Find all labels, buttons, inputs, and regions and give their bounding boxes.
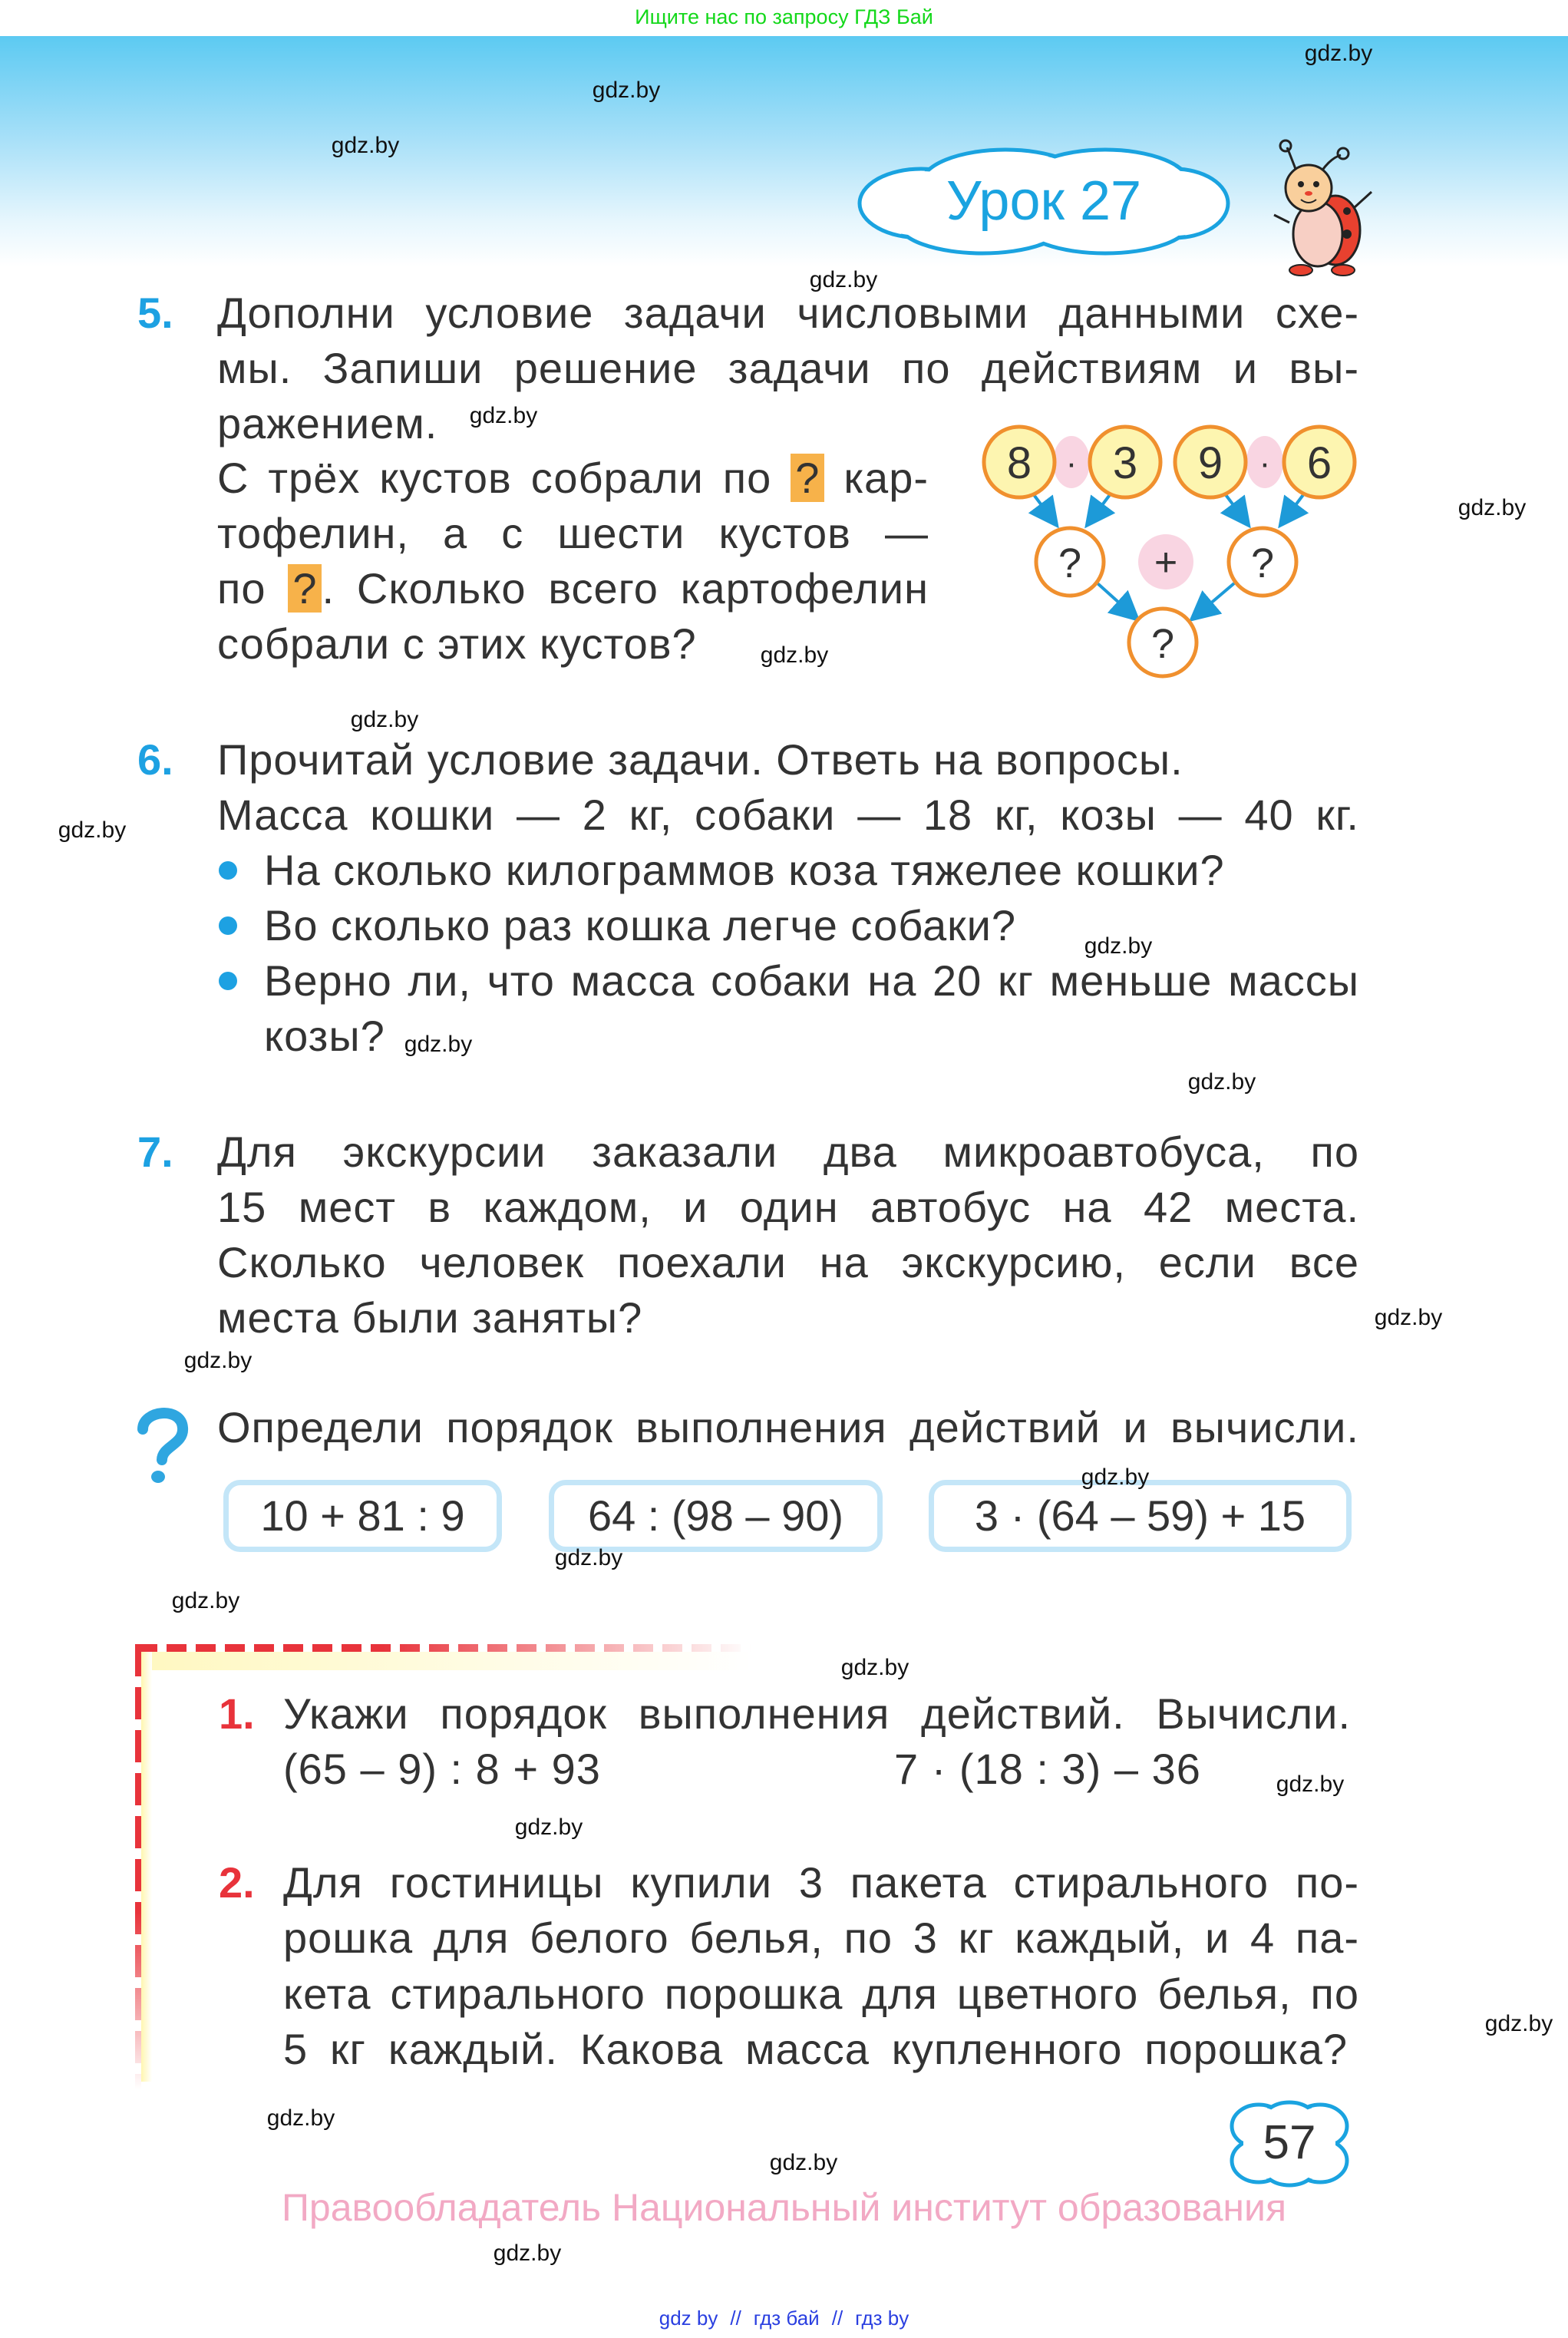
multiply-sign: · [1259,444,1271,482]
question-item-continued: козы? [264,1012,385,1060]
watermark: gdz.by [404,1032,473,1057]
check-task-2-line: кета стирального порошка для цветного белья, по [283,1970,1359,2018]
unknown-mark: ? [1058,540,1082,586]
arrow [1224,493,1247,523]
arrow [1193,583,1234,618]
check-task-2-line: рошка для белого белья, по 3 кг каждый, и 4 па- [283,1914,1359,1962]
watermark: gdz.by [592,78,661,103]
watermark: gdz.by [1304,41,1373,66]
watermark: gdz.by [769,2150,838,2175]
footer-link[interactable]: gdz by [659,2307,718,2330]
task-7-number: 7. [137,1128,173,1176]
text: С трёх кустов собрали по [217,454,791,502]
watermark: gdz.by [1187,1069,1256,1095]
bonus-instruction: Определи порядок выполнения действий и вычисли. [217,1403,1359,1451]
check-task-2-line: 5 кг каждый. Какова масса купленного порошка? [283,2025,1348,2073]
watermark: gdz.by [809,267,878,292]
lesson-title: Урок 27 [946,170,1142,232]
check-task-2-number: 2. [219,1858,255,1907]
task-5-line: мы. Запиши решение задачи по действиям и вы- [217,344,1359,392]
task-5-line: собрали с этих кустов? [217,619,697,668]
arrow [1098,583,1136,618]
check-expression: (65 – 9) : 8 + 93 [283,1745,601,1793]
question-item: Во сколько раз кошка легче собаки? [264,901,1017,949]
watermark: gdz.by [493,2241,562,2266]
watermark: gdz.by [1276,1772,1345,1797]
separator: // [730,2307,741,2330]
unknown-mark: ? [1150,621,1175,667]
scheme-value: 8 [1006,438,1032,488]
unknown-value-box: ? [791,454,824,502]
watermark: gdz.by [266,2105,335,2131]
watermark: gdz.by [554,1545,623,1570]
question-mark-icon [135,1406,189,1484]
question-item: Верно ли, что масса собаки на 20 кг меньше массы [264,956,1359,1005]
arrow [1088,493,1111,523]
arrow [1032,493,1055,523]
watermark: gdz.by [1084,933,1153,959]
watermark: gdz.by [514,1815,583,1840]
task-5-number: 5. [137,289,173,337]
task-5-line: тофелин, а с шести кустов — [217,509,929,557]
task-6-line: Масса кошки — 2 кг, собаки — 18 кг, козы — 40 кг. [217,791,1359,839]
frame-glow [137,1652,751,1670]
copyright-notice: Правообладатель Национальный институт образования [281,2186,1287,2229]
footer-link[interactable]: гдз бай [753,2307,820,2330]
scheme-value: 6 [1306,438,1332,488]
task-6-line: Прочитай условие задачи. Ответь на вопросы. [217,735,1183,784]
expression-box: 64 : (98 – 90) [549,1480,883,1552]
question-item: На сколько килограммов коза тяжелее кошки? [264,846,1225,894]
task-5-line: ражением. [217,399,438,447]
watermark: gdz.by [1484,2011,1553,2036]
expression-box: 10 + 81 : 9 [223,1480,502,1552]
text: по [217,564,289,613]
task-7-line: Для экскурсии заказали два микроавтобуса, по [217,1128,1359,1176]
arrow [1282,493,1305,523]
bullet-icon [219,861,237,880]
dashed-frame-top [137,1644,751,1652]
task-7-line: Сколько человек поехали на экскурсию, если все [217,1238,1359,1286]
watermark: gdz.by [1457,495,1527,520]
watermark: gdz.by [331,133,400,158]
check-task-2-line: Для гостиницы купили 3 пакета стирального по- [283,1858,1359,1907]
check-task-1-number: 1. [219,1689,255,1738]
watermark: gdz.by [469,403,538,428]
page-number: 57 [1263,2116,1316,2169]
scheme-value: 3 [1112,438,1138,488]
multiply-sign: · [1065,444,1078,482]
frame-glow [141,1652,152,2082]
footer-link[interactable]: гдз by [855,2307,909,2330]
watermark: gdz.by [840,1655,909,1680]
task-7-line: 15 мест в каждом, и один автобус на 42 места. [217,1183,1359,1231]
separator: // [831,2307,843,2330]
watermark: gdz.by [350,707,419,732]
watermark: gdz.by [171,1588,240,1613]
unknown-value-box: ? [288,564,322,613]
unknown-mark: ? [1250,540,1275,586]
watermark: gdz.by [760,642,829,668]
expression-box: 3 · (64 – 59) + 15 [929,1480,1352,1552]
task-5-line: Дополни условие задачи числовыми данными схе- [217,289,1359,337]
top-banner[interactable]: Ищите нас по запросу ГДЗ Бай [635,5,933,28]
watermark: gdz.by [58,817,127,843]
bullet-icon [219,972,237,990]
check-task-1-text: Укажи порядок выполнения действий. Вычисли. [283,1689,1351,1738]
task-6-number: 6. [137,735,173,784]
text: кар- [824,454,929,502]
scheme-value: 9 [1197,438,1223,488]
watermark: gdz.by [1081,1465,1150,1490]
plus-sign: + [1154,540,1178,585]
bullet-icon [219,916,237,935]
watermark: gdz.by [183,1348,253,1373]
watermark: gdz.by [1374,1305,1443,1330]
check-expression: 7 · (18 : 3) – 36 [894,1745,1201,1793]
dashed-frame-left [135,1644,141,2089]
task-7-line: места были заняты? [217,1293,643,1342]
text: . Сколько всего картофелин [322,564,929,613]
footer-links [0,2305,1568,2331]
